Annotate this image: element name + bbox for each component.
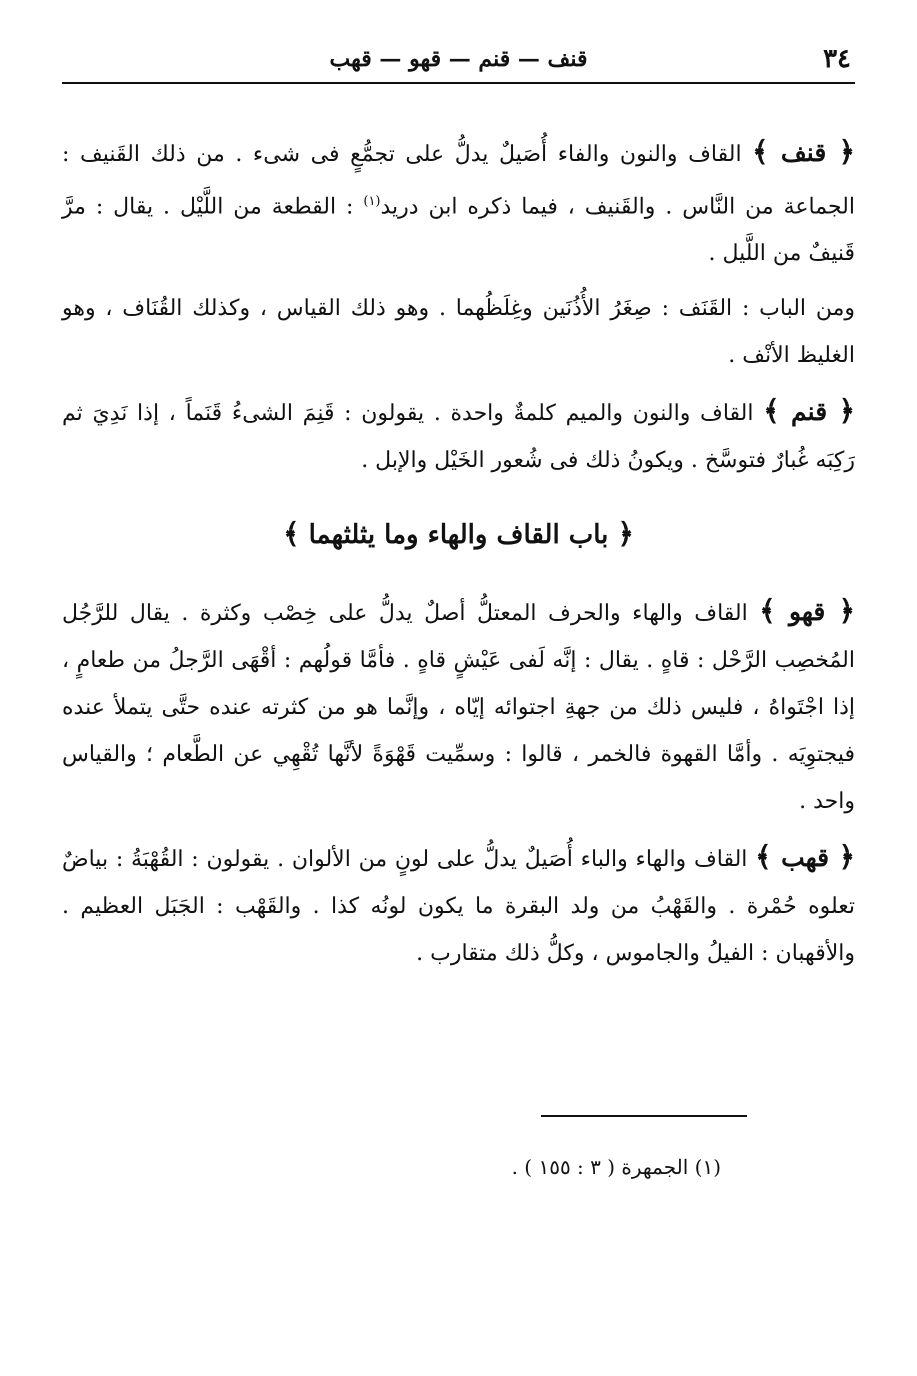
entry-text: القاف والنون والفاء أُصَيلٌ يدلُّ على تجمُّعٍ فى شىء . من ذلك القَنيف : الجماعة من النَّاس . والقَنيف ، فيما ذكره ابن دريد bbox=[62, 142, 855, 220]
paragraph-qanaf-2: ومن الباب : القَنَف : صِغَرُ الأُذُنَين وغِلَظُهما . وهو ذلك القياس ، وكذلك القُنَاف ، وهو الغليظ الأنْف . bbox=[62, 296, 855, 369]
footnote-marker: (١) bbox=[363, 194, 381, 209]
entry-head-qahw: ﴿ قهو ﴾ bbox=[759, 594, 855, 628]
entry-head-qanam: ﴿ قنم ﴾ bbox=[763, 394, 855, 428]
chapter-word: باب bbox=[568, 520, 609, 551]
page-number: ٣٤ bbox=[823, 44, 851, 74]
entry-qahb bbox=[62, 833, 855, 977]
entry-qanam bbox=[62, 387, 855, 484]
entry-head-qahb: ﴿ قهب ﴾ bbox=[755, 840, 855, 874]
entry-text: القاف والنون والميم كلمةٌ واحدة . يقولون : قَنِمَ الشىءُ قَنَماً ، إذا نَدِيَ ثم رَكِبَه غُبارٌ فتوسَّخ . ويكونُ ذلك فى شُعور الخَيْل والإبل . bbox=[62, 401, 855, 474]
running-head: قنف — قنم — قهو — قهب bbox=[329, 46, 588, 72]
entry-qanaf bbox=[62, 128, 855, 277]
page-header bbox=[62, 42, 855, 84]
entry-text: : القطعة من اللَّيْل . يقال : مرَّ قَنيفٌ من اللَّيل . bbox=[62, 194, 855, 267]
entry-text: القاف والهاء والباء أُصَيلٌ يدلُّ على لونٍ من الألوان . يقولون : القُهْبَةُ : بياضٌ تعلوه حُمْرة . والقَهْبُ من ولد البقرة ما يكون لونُه كذا . والقَهْب : الجَبَل العظيم . والأقهبان : الفيلُ والجاموس ، وكلُّ ذلك متقارب . bbox=[62, 847, 855, 967]
chapter-title: القاف والهاء وما يثلثهما bbox=[308, 520, 560, 551]
body-text bbox=[62, 128, 855, 977]
footnote-divider bbox=[541, 1115, 747, 1117]
entry-head-qanaf: ﴿ قنف ﴾ bbox=[752, 135, 855, 168]
chapter-heading: ﴿ باب القاف والهاء وما يثلثهما ﴾ bbox=[283, 517, 634, 551]
footnote: (١) الجمهرة ( ٣ : ١٥٥ ) . bbox=[511, 1155, 721, 1179]
entry-qahw bbox=[62, 587, 855, 825]
entry-text: القاف والهاء والحرف المعتلُّ أصلٌ يدلُّ على خِصْب وكثرة . يقال للرَّجُل المُخصِب الرَّحْل : قاهٍ . يقال : إنَّه لَفى عَيْشٍ قاهٍ . فأمَّا قولُهم : أقْهَى الرَّجلُ من طعامٍ ، إذا اجْتَواهُ ، فليس ذلك من جهةِ اجتوائه إيّاه ، وإنَّما هو من كثرته عنده حتَّى يتملأ عنده فيجتوِيَه . وأمَّا القهوة فالخمر ، قالوا : وسمِّيت قَهْوَةً لأنَّها تُقْهِي عن الطَّعام ؛ والقياس واحد . bbox=[62, 601, 855, 815]
